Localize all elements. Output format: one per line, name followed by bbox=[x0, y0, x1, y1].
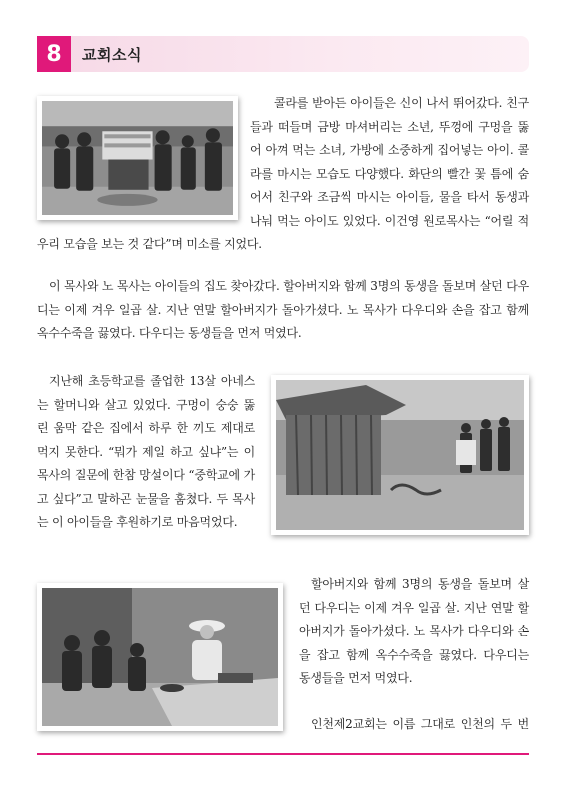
village-visit-photo bbox=[271, 375, 529, 535]
paragraph-5: 인천제2교회는 이름 그대로 인천의 두 번 bbox=[311, 717, 529, 731]
paragraph-4: 할아버지와 함께 3명의 동생을 돌보며 살던 다우디는 이제 겨우 일곱 살. 지난 연말 할아버지가 돌아가셨다. 노 목사가 다우디와 손을 잡고 함께 옥수수죽을 끓였다. 다우디는 동생들을 먼저 먹였다. bbox=[299, 577, 529, 685]
section-title: 교회소식 bbox=[82, 46, 142, 64]
section-number-badge: 8 bbox=[37, 36, 71, 72]
sharing-food-image bbox=[42, 588, 278, 726]
paragraph-1: 콜라를 받아든 아이들은 신이 나서 뛰어갔다. 친구들과 떠들며 금방 마셔버리는 소년, 뚜껑에 구멍을 뚫어 아껴 먹는 소녀, 가방에 소중하게 집어넣는 아이. 콜라를 마시는 모습도 다양했다. 화단의 빨간 꽃 틈에 숨어서 친구와 조금씩 마시는 아이들, 물을 타서 동생과 나눠 먹는 아이도 있었다. 이건영 원로목사는 “어릴 적 우리 모습을 보는 것 같다”며 미소를 지었다. bbox=[37, 96, 529, 251]
village-visit-image bbox=[276, 380, 524, 530]
sharing-food-photo bbox=[37, 583, 283, 731]
paragraph-3: 지난해 초등학교를 졸업한 13살 아네스는 할머니와 살고 있었다. 구멍이 숭숭 뚫린 움막 같은 집에서 하루 한 끼도 제대로 먹지 못한다. “뭐가 제일 하고 싶냐”는 이 목사의 질문에 한참 망설이다 “중학교에 가고 싶다”고 말하곤 눈물을 훔쳤다. 두 목사는 이 아이들을 후원하기로 마음먹었다. bbox=[37, 374, 255, 529]
paragraph-2: 이 목사와 노 목사는 아이들의 집도 찾아갔다. 할아버지와 함께 3명의 동생을 돌보며 살던 다우디는 이제 겨우 일곱 살. 지난 연말 할아버지가 돌아가셨다. 노 목사가 다우디와 손을 잡고 함께 옥수수죽을 끓였다. 다우디는 동생들을 먼저 먹였다. bbox=[37, 279, 529, 340]
footer-divider bbox=[37, 753, 529, 755]
